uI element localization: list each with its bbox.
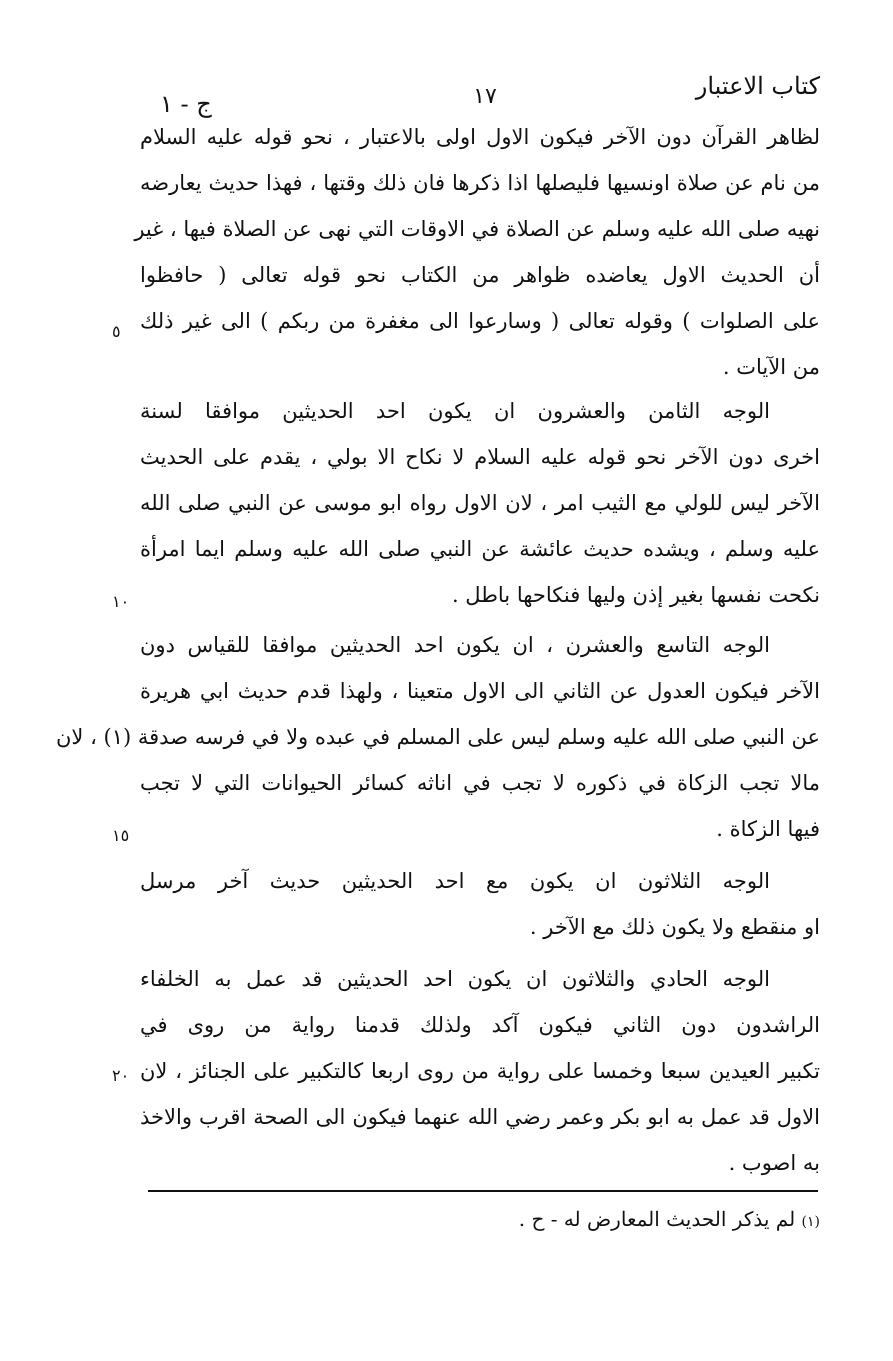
text-line: أن الحديث الاول يعاضده ظواهر من الكتاب نحو قوله تعالى ( حافظوا	[140, 263, 820, 287]
text-line: الراشدون دون الثاني فيكون آكد ولذلك قدمنا رواية من روى في	[140, 1013, 820, 1037]
paragraph-4	[140, 858, 820, 950]
text-line: الوجه الثامن والعشرون ان يكون احد الحديثين موافقا لسنة	[140, 399, 770, 423]
text-line: تكبير العيدين سبعا وخمسا على رواية من روى اربعا كالتكبير على الجنائز ، لان	[140, 1059, 820, 1083]
paragraph-1	[134, 114, 820, 390]
page-header	[150, 72, 820, 118]
text-line: عن النبي صلى الله عليه وسلم ليس على المسلم في عبده ولا في فرسه صدقة (١) ، لان	[56, 725, 820, 749]
volume-marker: ج - ١	[160, 90, 212, 118]
text-line: نكحت نفسها بغير إذن وليها فنكاحها باطل .	[451, 583, 820, 607]
margin-line-number: ١٠	[112, 592, 130, 611]
text-line: الآخر ليس للولي مع الثيب امر ، لان الاول رواه ابو موسى عن النبي صلى الله	[140, 491, 820, 515]
margin-line-number: ١٥	[112, 826, 130, 845]
margin-line-number: ٥	[112, 322, 121, 341]
text-line: على الصلوات ) وقوله تعالى ( وسارعوا الى مغفرة من ربكم ) الى غير ذلك	[140, 309, 820, 333]
text-line: الوجه الحادي والثلاثون ان يكون احد الحديثين قد عمل به الخلفاء	[140, 967, 770, 991]
paragraph-2	[140, 388, 820, 618]
footnote-text: لم يذكر الحديث المعارض له - ح .	[518, 1207, 796, 1231]
text-line: من نام عن صلاة اونسيها فليصلها اذا ذكرها فان ذلك وقتها ، فهذا حديث يعارضه	[140, 171, 820, 195]
running-title: كتاب الاعتبار	[695, 72, 820, 100]
text-line: او منقطع ولا يكون ذلك مع الآخر .	[529, 915, 820, 939]
text-line: الاول قد عمل به ابو بكر وعمر رضي الله عنهما فيكون الى الصحة اقرب والاخذ	[140, 1105, 820, 1129]
text-line: نهيه صلى الله عليه وسلم عن الصلاة في الاوقات التي نهى عن الصلاة فيها ، غير	[134, 217, 820, 241]
footnote-divider	[148, 1190, 818, 1192]
page-number: ١٧	[473, 84, 497, 109]
text-line: به اصوب .	[728, 1151, 820, 1175]
text-line: الوجه الثلاثون ان يكون مع احد الحديثين حديث آخر مرسل	[140, 869, 770, 893]
text-line: عليه وسلم ، ويشده حديث عائشة عن النبي صلى الله عليه وسلم ايما امرأة	[140, 537, 820, 561]
text-line: الآخر فيكون العدول عن الثاني الى الاول متعينا ، ولهذا قدم حديث ابي هريرة	[140, 679, 820, 703]
text-line: الوجه التاسع والعشرن ، ان يكون احد الحديثين موافقا للقياس دون	[140, 633, 770, 657]
text-line: لظاهر القرآن دون الآخر فيكون الاول اولى بالاعتبار ، نحو قوله عليه السلام	[140, 125, 820, 149]
margin-line-number: ٢٠	[112, 1066, 130, 1085]
footnote	[140, 1202, 820, 1239]
text-line: فيها الزكاة .	[716, 817, 820, 841]
text-line: اخرى دون الآخر نحو قوله عليه السلام لا نكاح الا بولي ، يقدم على الحديث	[140, 445, 820, 469]
text-line: مالا تجب الزكاة في ذكوره لا تجب في اناثه كسائر الحيوانات التي لا تجب	[140, 771, 820, 795]
text-line: من الآيات .	[722, 355, 820, 379]
footnote-marker: (١)	[801, 1214, 820, 1230]
paragraph-5	[140, 956, 820, 1186]
